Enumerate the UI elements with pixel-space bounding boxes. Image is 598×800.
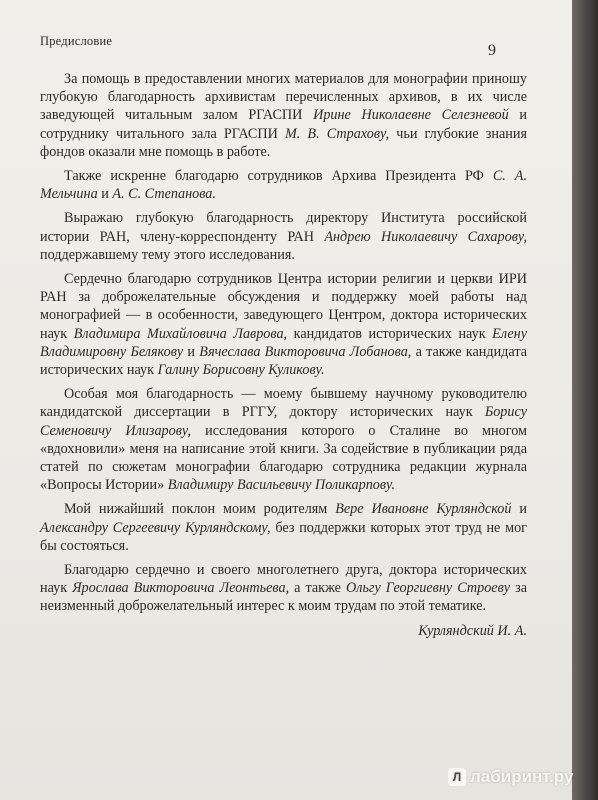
watermark-text: лабиринт.ру [470,767,574,786]
italic-name: А. С. Степанова. [112,186,216,203]
italic-name: Андрею Николаевичу Сахарову, [324,228,527,245]
paragraph [40,209,527,264]
body-text [40,70,527,646]
text-run: и [97,186,113,203]
labirint-logo-icon: Л [448,768,466,786]
text-run: а также [289,580,347,597]
text-run: кандидатов исторических наук [287,325,493,342]
book-edge [572,0,598,800]
text-run: Благодарю сердечно и своего многолетнего друга, доктора исторических наук [40,562,527,597]
text-run: Сердечно благодарю сотрудников Центра истории религии и церкви ИРИ РАН за доброжелательные обсуждения и поддержку моей работы над монографией — в особенности, заведующего Центром, доктора исторических наук [40,271,527,342]
italic-name: Ольгу Георгиевну Строеву [346,580,511,597]
text-run: за неизменный доброжелательный интерес к моим трудам по этой тематике. [40,580,528,615]
paragraph [40,385,527,494]
italic-name: Владимиру Васильевичу Поликарпову. [167,477,396,494]
italic-name: Галину Борисовну Куликову. [157,362,325,379]
text-run: и [511,501,527,518]
paragraph [40,561,527,616]
italic-name: М. В. Страхову, [284,125,390,142]
text-run: Также искренне благодарю сотрудников Архива Президента РФ [64,168,493,185]
author-signature: Курляндский И. А. [418,622,527,639]
text-run: и сотруднику читального зала РГАСПИ [40,107,527,142]
italic-name: Вере Ивановне Курляндской [335,501,512,518]
text-run: исследования которого о Сталине во многом «вдохновили» меня на написание этой книги. За содействие в публикации ряда статей по сюжетам монографии благодарю сотрудника редакции журнала «Вопросы Истории» [40,422,527,494]
text-run: поддержавшему тему этого исследования. [40,246,295,263]
text-run: Особая моя благодарность — моему бывшему научному руководителю кандидатской диссертации в РГГУ, доктору исторических наук [40,386,527,421]
text-run: За помощь в предоставлении многих материалов для монографии приношу глубокую благодарность архивистам перечисленных архивов, в их числе заведующей читальным залом РГАСПИ [40,71,527,124]
paragraph [40,70,527,161]
watermark [448,764,573,790]
text-run: а также кандидата исторических наук [40,343,527,379]
paragraph [40,167,527,203]
italic-name: С. А. Мельчина [40,168,527,203]
text-run: Мой нижайший поклон моим родителям [64,501,336,518]
italic-name: Александру Сергеевичу Курляндскому, [40,519,271,536]
italic-name: Ярослава Викторовича Леонтьева, [72,580,290,597]
page-number: 9 [488,42,496,59]
text-run: чьи глубокие знания фондов оказали мне помощь в работе. [40,125,527,160]
italic-name: Борису Семеновичу Илизарову, [40,404,527,439]
text-run: и [183,343,200,360]
paragraph [40,270,527,379]
running-head: Предисловие [40,34,113,48]
text-run: без поддержки которых этот труд не мог бы состояться. [40,519,528,554]
italic-name: Вячеслава Викторовича Лобанова, [199,343,412,360]
italic-name: Владимира Михайловича Лаврова, [73,325,288,342]
italic-name: Ирине Николаевне Селезневой [313,107,509,124]
italic-name: Елену Владимировну Белякову [40,325,527,360]
text-run: Выражаю глубокую благодарность директору Института российской истории РАН, члену-корреспонденту РАН [40,210,527,245]
paragraph [40,500,527,555]
